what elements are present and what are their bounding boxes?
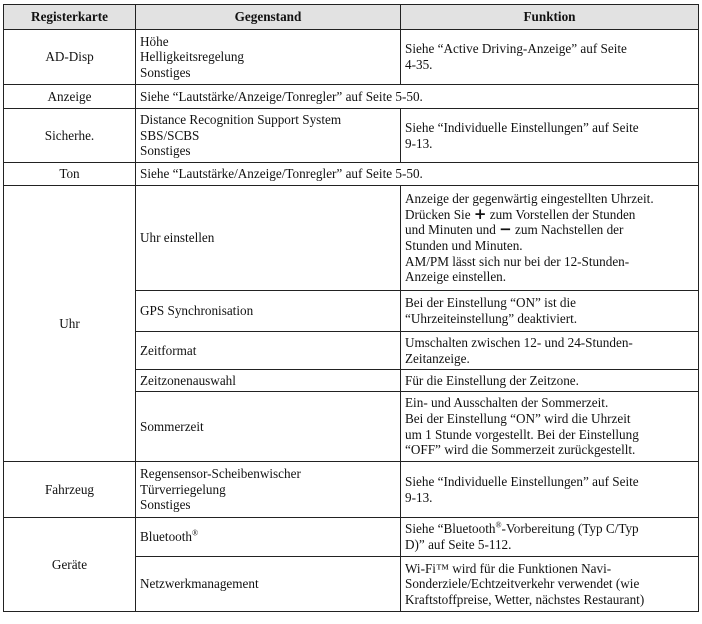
item-line: Distance Recognition Support System [140,112,342,128]
item-cell [136,462,401,518]
function-line: AM/PM lässt sich nur bei der 12-Stunden- [405,253,630,269]
header-registerkarte: Registerkarte [4,5,136,30]
table-row [4,186,699,291]
registered-mark: ® [495,521,502,531]
function-cell [401,332,699,370]
function-line: Kraftstoffpreise, Wetter, nächstes Restaurant) [405,591,645,607]
function-line: Sonderziele/Echtzeitverkehr verwendet (wie [405,576,640,592]
item-cell: Zeitzonenauswahl [136,370,401,392]
function-line: um 1 Stunde vorgestellt. Bei der Einstellung [405,426,639,442]
function-line: Siehe “Individuelle Einstellungen” auf Seite [405,473,639,489]
plus-icon: + [473,204,487,223]
header-gegenstand: Gegenstand [136,5,401,30]
function-line: 9-13. [405,489,433,505]
table-row [4,30,699,85]
function-line: “OFF” wird die Sommerzeit zurückgestellt. [405,442,636,458]
item-line: Sonstiges [140,64,191,80]
function-text: und Minuten und [405,222,500,238]
tab-cell: Geräte [4,518,136,612]
function-line: Anzeige einstellen. [405,269,507,285]
function-cell [401,186,699,291]
table-header-row [4,5,699,30]
item-cell [136,518,401,557]
item-line: Türverriegelung [140,481,226,497]
registered-mark: ® [192,528,199,538]
function-line: Für die Einstellung der Zeitzone. [405,372,579,388]
item-cell: GPS Synchronisation [136,291,401,332]
tab-cell: Ton [4,163,136,186]
function-line: “Uhrzeiteinstellung” deaktiviert. [405,311,578,326]
function-line: 4-35. [405,57,433,72]
item-text: Bluetooth [140,529,193,545]
tab-cell: Uhr [4,186,136,462]
item-cell: Uhr einstellen [136,186,401,291]
tab-cell: Sicherhe. [4,109,136,163]
settings-table [3,4,699,612]
item-cell: Zeitformat [136,332,401,370]
function-line: Zeitanzeige. [405,350,470,366]
header-funktion: Funktion [401,5,699,30]
function-line: Stunden und Minuten. [405,238,523,253]
function-text: Siehe “Bluetooth [405,521,496,537]
function-cell [401,518,699,557]
function-cell [401,370,699,392]
item-cell: Sommerzeit [136,392,401,462]
item-line: Sonstiges [140,143,191,159]
item-line: Sonstiges [140,497,191,513]
tab-cell: Anzeige [4,85,136,109]
function-cell [401,109,699,163]
function-line: Siehe “Individuelle Einstellungen” auf Seite [405,119,639,135]
function-line: 9-13. [405,135,433,151]
tab-cell: Fahrzeug [4,462,136,518]
table-row [4,85,699,109]
item-cell [136,30,401,85]
item-cell: Netzwerkmanagement [136,557,401,612]
table-row [4,109,699,163]
span-cell: Siehe “Lautstärke/Anzeige/Tonregler” auf Seite 5-50. [136,163,699,186]
span-cell: Siehe “Lautstärke/Anzeige/Tonregler” auf Seite 5-50. [136,85,699,109]
function-line: Bei der Einstellung “ON” wird die Uhrzeit [405,410,631,426]
function-cell [401,462,699,518]
function-line: D)” auf Seite 5-112. [405,537,512,552]
item-line: SBS/SCBS [140,127,200,143]
function-cell [401,30,699,85]
minus-icon: − [499,220,512,239]
table-row [4,163,699,186]
item-line: Helligkeitsregelung [140,49,245,65]
function-line [405,222,694,238]
function-text: -Vorbereitung (Typ C/Typ [501,521,639,537]
function-line: Wi-Fi™ wird für die Funktionen Navi- [405,560,612,576]
function-text: zum Vorstellen der Stunden [486,206,636,222]
function-text: Drücken Sie [405,206,474,222]
function-line: Anzeige der gegenwärtig eingestellten Uhrzeit. [405,191,654,207]
function-line: Umschalten zwischen 12- und 24-Stunden- [405,334,633,350]
item-line: Höhe [140,33,169,49]
function-line [405,521,694,537]
function-line: Bei der Einstellung “ON” ist die [405,295,577,311]
item-line: Regensensor-Scheibenwischer [140,466,301,482]
table-row [4,462,699,518]
function-cell [401,291,699,332]
function-line: Siehe “Active Driving-Anzeige” auf Seite [405,41,627,57]
item-cell [136,109,401,163]
function-text: zum Nachstellen der [511,222,624,238]
function-line [405,204,694,223]
function-cell [401,557,699,612]
table-row [4,518,699,557]
tab-cell: AD-Disp [4,30,136,85]
function-cell [401,392,699,462]
function-line: Ein- und Ausschalten der Sommerzeit. [405,395,609,411]
